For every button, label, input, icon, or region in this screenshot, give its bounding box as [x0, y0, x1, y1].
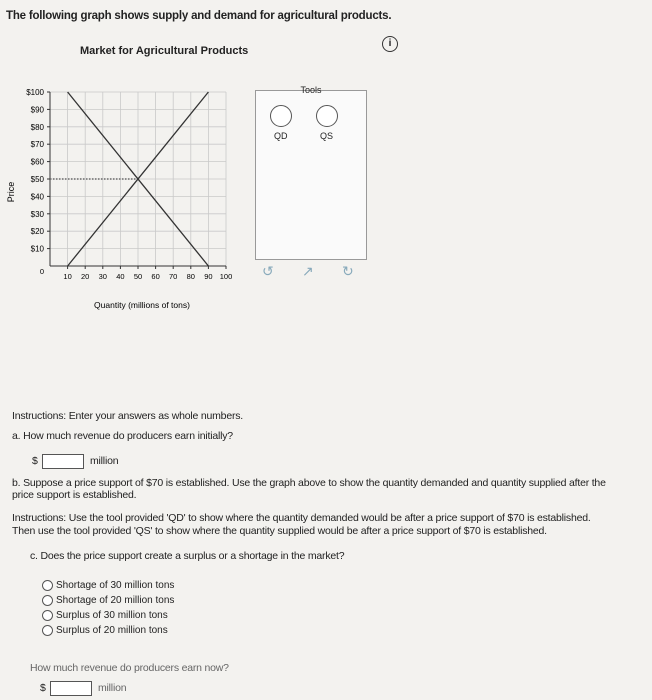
reset-icon[interactable]: ↻: [342, 263, 354, 279]
answer-d-input[interactable]: [50, 681, 92, 696]
tools-panel: [255, 85, 367, 260]
x-tick-label: 10: [63, 272, 72, 281]
y-tick-label: $50: [30, 175, 44, 184]
option-surplus-20[interactable]: Surplus of 20 million tons: [42, 625, 168, 636]
qs-tool-button[interactable]: [316, 105, 338, 127]
question-a: a. How much revenue do producers earn initially?: [12, 430, 233, 442]
y-tick-label: $100: [26, 88, 44, 97]
qd-tool-button[interactable]: [270, 105, 292, 127]
y-tick-label: $10: [30, 244, 44, 254]
chart-title: Market for Agricultural Products: [80, 45, 249, 57]
chart: [0, 70, 250, 320]
tools-title: Tools: [300, 85, 322, 95]
answer-a-unit: million: [90, 455, 119, 467]
answer-a-input[interactable]: [42, 454, 84, 469]
info-icon[interactable]: i: [382, 36, 398, 52]
origin-label: 0: [39, 267, 45, 276]
x-tick-label: 90: [204, 272, 213, 281]
question-b-instruction-2: Then use the tool provided 'QS' to show where the quantity supplied would be after a price support of $70 is established.: [12, 525, 547, 537]
x-tick-label: 50: [133, 272, 143, 281]
y-tick-label: $40: [30, 192, 44, 202]
intro-text: The following graph shows supply and demand for agricultural products.: [6, 10, 392, 22]
question-c: c. Does the price support create a surplus or a shortage in the market?: [30, 550, 345, 562]
instructions-general: Instructions: Enter your answers as whole numbers.: [12, 410, 244, 422]
question-d: How much revenue do producers earn now?: [30, 662, 229, 674]
x-tick-label: 20: [81, 272, 90, 281]
radio-circle[interactable]: [42, 580, 53, 591]
answer-a-prefix: $: [32, 455, 38, 467]
x-tick-label: 40: [116, 272, 125, 281]
x-tick-label: 100: [219, 272, 233, 281]
y-tick-label: $80: [30, 122, 44, 132]
question-b-instruction-1: Instructions: Use the tool provided 'QD' to show where the quantity demanded would be after a price support of $70 is established.: [12, 512, 591, 524]
undo-icon[interactable]: ↺: [262, 263, 274, 279]
y-tick-label: $70: [30, 140, 44, 150]
y-tick-label: $30: [30, 209, 44, 219]
option-surplus-30[interactable]: Surplus of 30 million tons: [42, 610, 168, 621]
qs-tool-label: QS: [320, 131, 334, 141]
option-shortage-30[interactable]: Shortage of 30 million tons: [42, 580, 174, 591]
y-tick-label: $20: [30, 227, 44, 237]
question-b: b. Suppose a price support of $70 is established. Use the graph above to show the quantity demanded and quantity supplied after the price support is established.: [12, 477, 606, 501]
y-axis-label: Price: [6, 181, 16, 203]
redo-icon[interactable]: ↗: [302, 263, 314, 279]
answer-d-unit: million: [98, 682, 127, 694]
radio-circle[interactable]: [42, 610, 53, 621]
qd-tool-label: QD: [274, 131, 288, 141]
x-tick-label: 60: [151, 272, 160, 281]
x-tick-label: 30: [98, 272, 107, 281]
radio-circle[interactable]: [42, 595, 53, 606]
y-tick-label: $60: [30, 157, 44, 167]
answer-d-prefix: $: [40, 682, 46, 694]
y-tick-label: $90: [30, 105, 44, 115]
x-tick-label: 80: [186, 272, 195, 281]
radio-circle[interactable]: [42, 625, 53, 636]
x-axis-label: Quantity (millions of tons): [94, 300, 190, 310]
x-tick-label: 70: [169, 272, 178, 281]
option-shortage-20[interactable]: Shortage of 20 million tons: [42, 595, 174, 606]
